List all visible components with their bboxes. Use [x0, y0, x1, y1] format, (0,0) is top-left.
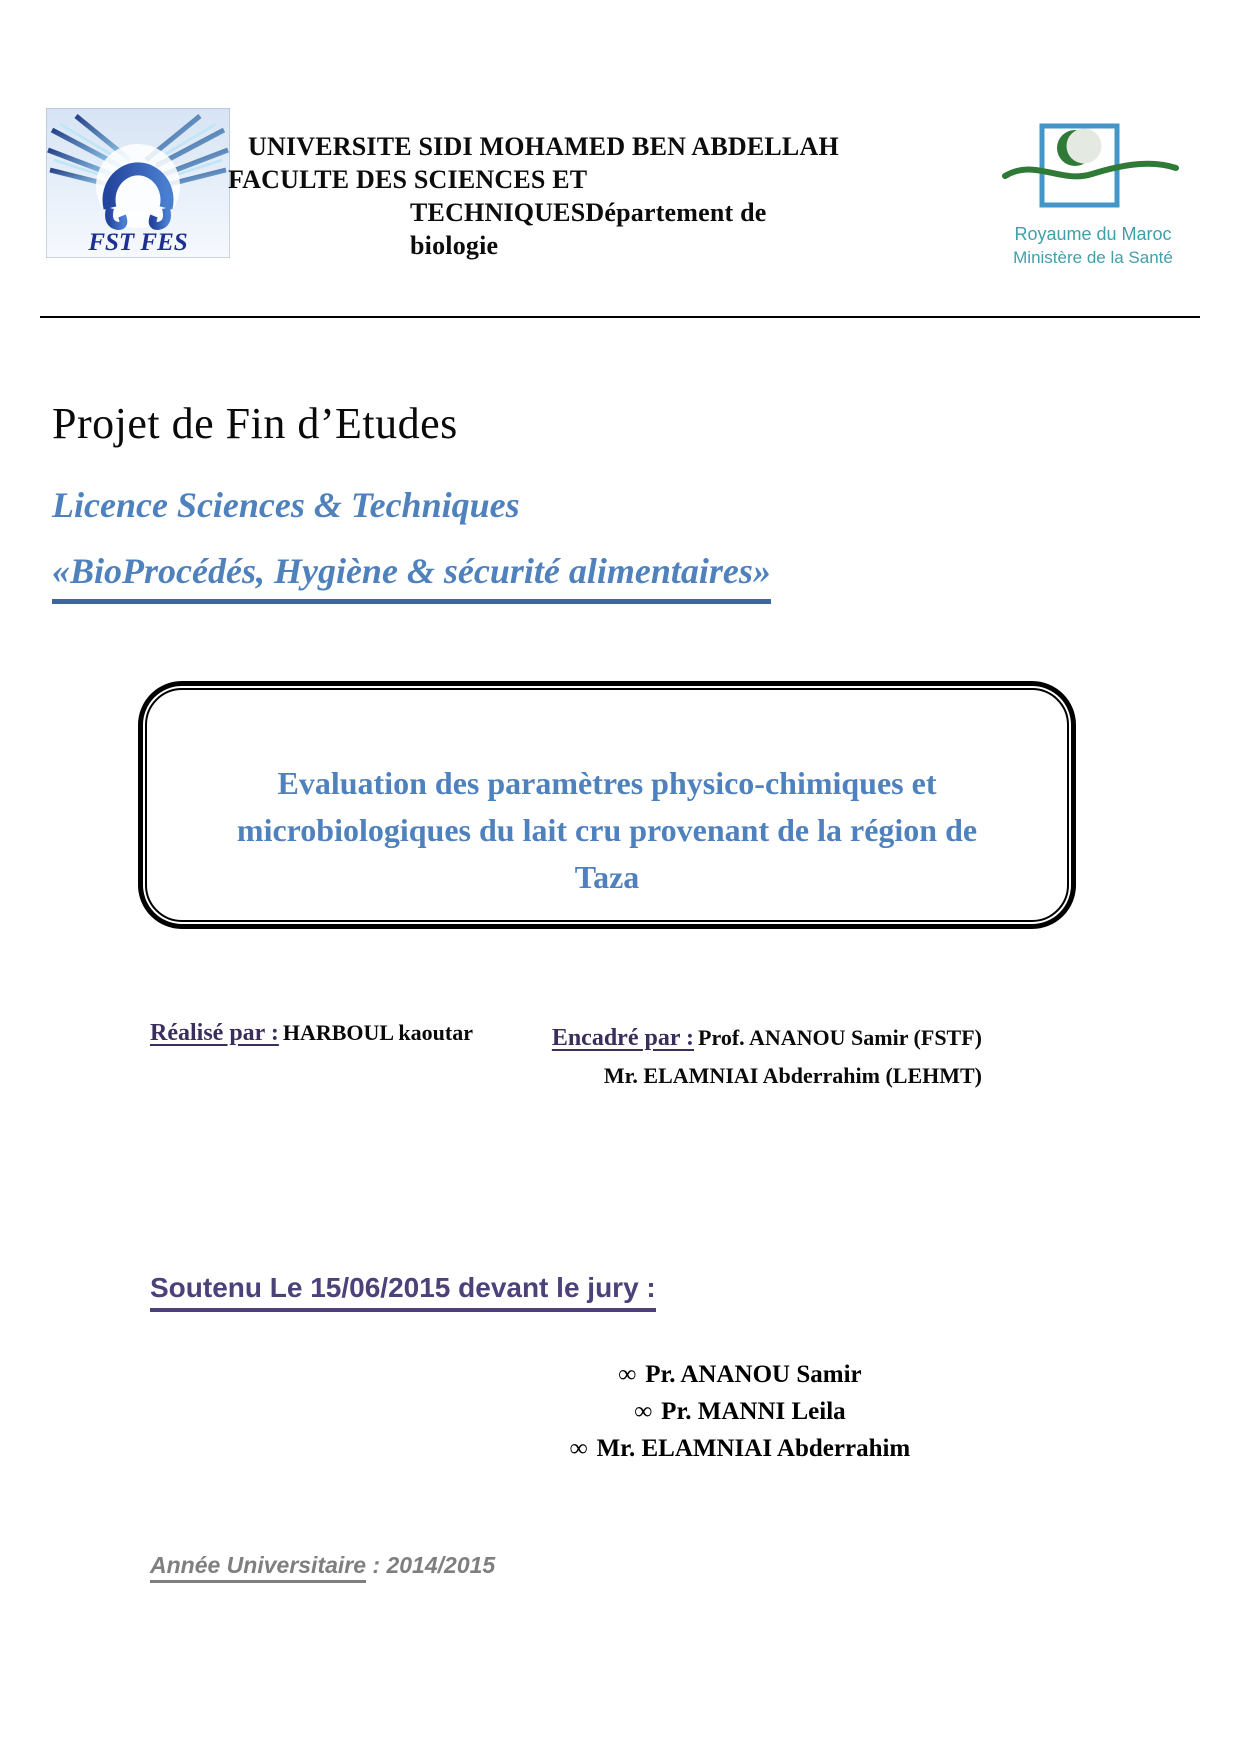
realise-par-row — [150, 1020, 473, 1047]
university-header — [228, 130, 839, 262]
fst-fes-logo — [46, 108, 230, 258]
infinity-bullet-icon: ∞ — [618, 1361, 637, 1388]
fst-logo-text: FST FES — [88, 229, 188, 256]
infinity-bullet-icon: ∞ — [569, 1435, 588, 1462]
ministry-country-label: Royaume du Maroc — [1014, 224, 1172, 244]
ministry-logo — [1000, 110, 1190, 275]
ministry-name-label: Ministère de la Santé — [1013, 248, 1173, 267]
jury-member-row — [540, 1393, 940, 1430]
defense-heading: Soutenu Le 15/06/2015 devant le jury : — [150, 1272, 656, 1312]
degree-title: Licence Sciences & Techniques — [52, 485, 520, 525]
ministry-logo-moon — [1067, 129, 1102, 164]
jury-list — [540, 1356, 940, 1467]
ministry-logo-wave — [1005, 164, 1176, 177]
thesis-title-box — [138, 681, 1076, 929]
biology-line: biologie — [410, 231, 499, 260]
infinity-bullet-icon: ∞ — [634, 1398, 653, 1425]
department-line: TECHNIQUESDépartement de — [410, 198, 767, 227]
encadre-par-label: Encadré par : — [551, 1025, 695, 1051]
project-title: Projet de Fin d’Etudes — [52, 399, 458, 448]
faculty-line: FACULTE DES SCIENCES ET — [228, 165, 588, 194]
supervisor-2-name: Mr. ELAMNIAI Abderrahim (LEHMT) — [603, 1063, 982, 1088]
jury-member-row — [540, 1430, 940, 1467]
header-divider — [40, 316, 1200, 318]
academic-year-label: Année Universitaire — [150, 1552, 366, 1583]
specialty-title: «BioProcédés, Hygiène & sécurité alimentaires» — [52, 550, 771, 604]
encadre-par-row — [518, 1020, 982, 1058]
university-name: UNIVERSITE SIDI MOHAMED BEN ABDELLAH — [248, 132, 839, 161]
encadre-par-block — [518, 1020, 982, 1093]
author-name: HARBOUL kaoutar — [282, 1020, 473, 1045]
supervisor-1-name: Prof. ANANOU Samir (FSTF) — [698, 1025, 982, 1050]
jury-member-row — [540, 1356, 940, 1393]
realise-par-label: Réalisé par : — [150, 1020, 279, 1046]
thesis-title-line-1: Evaluation des paramètres physico-chimiques et — [277, 765, 937, 801]
thesis-title-line-2: microbiologiques du lait cru provenant de la région de — [236, 812, 978, 848]
academic-year-value: : 2014/2015 — [366, 1552, 496, 1578]
thesis-title-line-3: Taza — [574, 859, 640, 895]
jury-member-3-name: Mr. ELAMNIAI Abderrahim — [596, 1435, 911, 1462]
jury-member-2-name: Pr. MANNI Leila — [661, 1398, 846, 1425]
academic-year-row — [150, 1552, 495, 1579]
jury-member-1-name: Pr. ANANOU Samir — [645, 1361, 862, 1388]
thesis-title — [171, 760, 1043, 901]
